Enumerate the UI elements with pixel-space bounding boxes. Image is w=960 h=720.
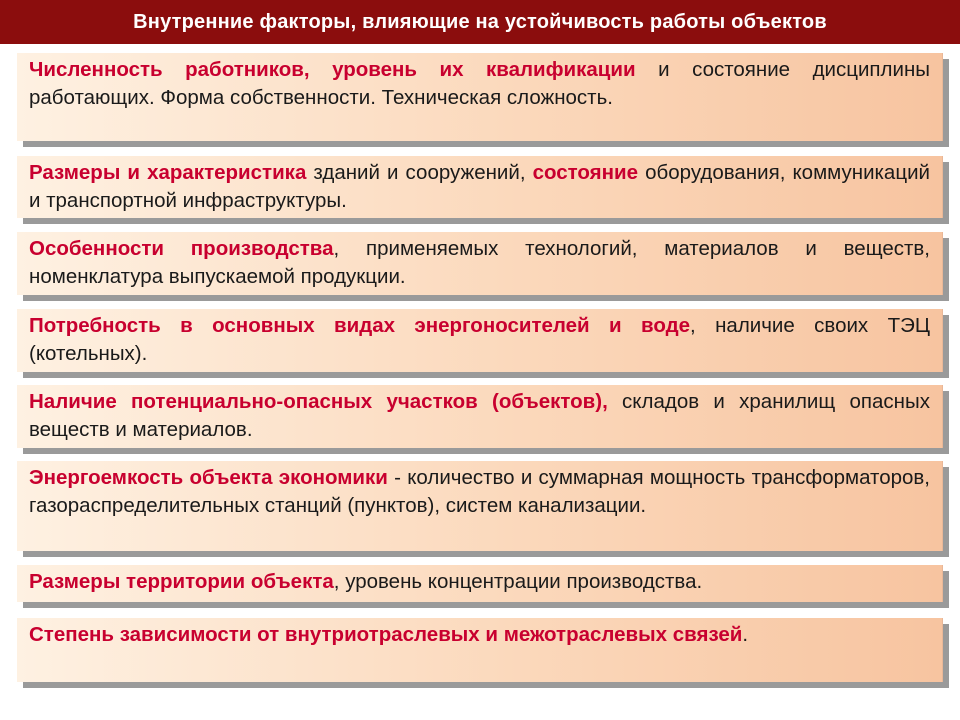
factor-description: , наличие своих ТЭЦ (котельных). [29, 314, 930, 365]
factor-description: , применяемых технологий, материалов и веществ, номенклатура выпускаемой продукции. [29, 237, 930, 288]
factor-text [29, 159, 930, 215]
factor-text [29, 235, 930, 291]
factor-text [29, 568, 930, 596]
factor-text [29, 56, 930, 112]
factor-highlight: Энергоемкость объекта экономики [29, 466, 388, 489]
factor-card-5 [17, 385, 943, 448]
factor-text [29, 464, 930, 520]
factor-card-8 [17, 618, 943, 682]
factor-card-4 [17, 309, 943, 372]
factor-text [29, 312, 930, 368]
factor-highlight: Численность работников, уровень их квалификации [29, 58, 636, 81]
factor-description: , уровень концентрации производства. [333, 570, 703, 593]
factor-description: - количество и суммарная мощность трансформаторов, газораспределительных станций (пунктов), систем канализации. [29, 466, 930, 517]
factor-highlight: Степень зависимости от внутриотраслевых и межотраслевых связей [29, 623, 743, 646]
page-title: Внутренние факторы, влияющие на устойчивость работы объектов [0, 0, 960, 44]
factor-card-7 [17, 565, 943, 602]
factor-highlight: Потребность в основных видах энергоносителей и воде [29, 314, 691, 337]
factor-highlight-2: состояние [532, 161, 639, 184]
factor-highlight: Размеры и характеристика [29, 161, 307, 184]
factor-card-1 [17, 53, 943, 141]
factor-card-3 [17, 232, 943, 295]
factor-highlight: Особенности производства [29, 237, 334, 260]
factor-description: и состояние дисциплины работающих. Форма собственности. Техническая сложность. [29, 58, 930, 109]
factor-description: складов и хранилищ опасных веществ и материалов. [29, 390, 930, 441]
factor-description: . [742, 623, 749, 646]
factor-highlight: Наличие потенциально-опасных участков (объектов), [29, 390, 608, 413]
factor-card-2 [17, 156, 943, 218]
factor-text [29, 388, 930, 444]
factor-description-2: оборудования, коммуникаций и транспортной инфраструктуры. [29, 161, 930, 212]
factor-description: зданий и сооружений, [306, 161, 533, 184]
factor-text [29, 621, 930, 649]
factor-card-6 [17, 461, 943, 551]
factor-highlight: Размеры территории объекта [29, 570, 334, 593]
